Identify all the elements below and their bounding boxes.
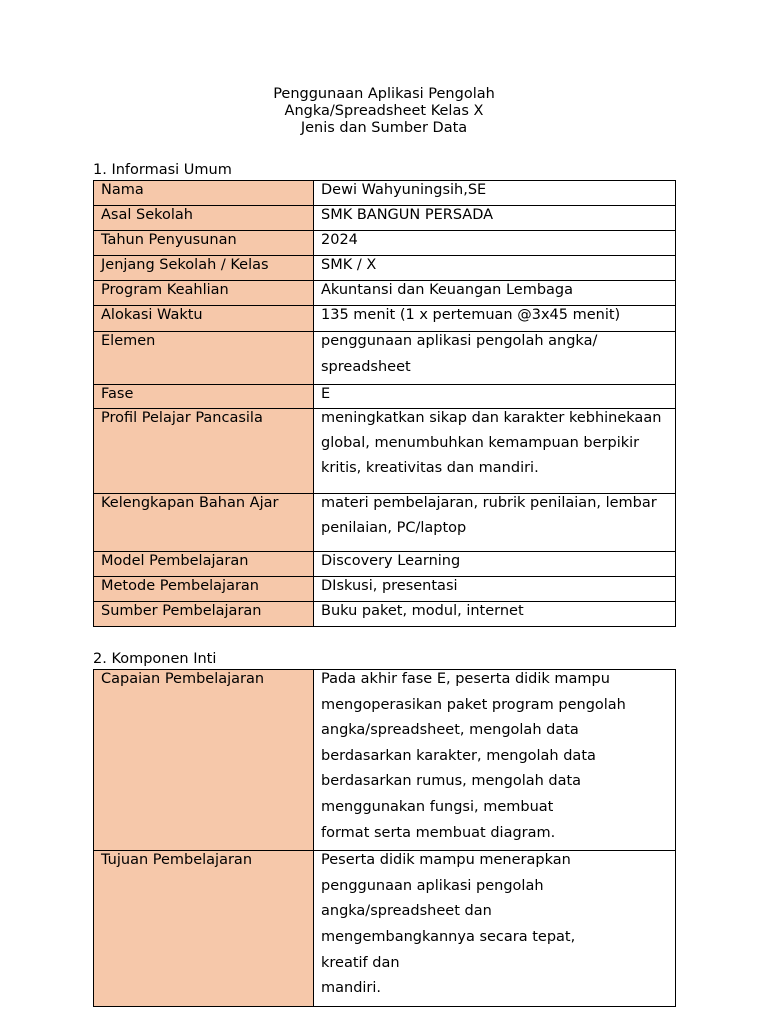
- table-row: [94, 851, 676, 1007]
- value-line: meningkatkan sikap dan karakter kebhinekaan: [321, 410, 662, 427]
- table-row: [94, 494, 676, 552]
- row-label: Model Pembelajaran: [94, 552, 314, 577]
- row-value: DIskusi, presentasi: [314, 577, 676, 602]
- value-line: spreadsheet: [321, 358, 411, 375]
- row-value: 135 menit (1 x pertemuan @3x45 menit): [314, 306, 676, 332]
- title-line-2: Angka/Spreadsheet Kelas X: [284, 103, 484, 119]
- value-line: menggunakan fungsi, membuat: [321, 798, 554, 815]
- section-heading-komponen-inti: 2. Komponen Inti: [93, 651, 217, 667]
- table-row: [94, 181, 676, 206]
- value-line: materi pembelajaran, rubrik penilaian, lembar: [321, 495, 657, 512]
- table-row: [94, 281, 676, 306]
- row-value: Discovery Learning: [314, 552, 676, 577]
- row-label: Jenjang Sekolah / Kelas: [94, 256, 314, 281]
- table-row: [94, 577, 676, 602]
- informasi-umum-table: [93, 180, 676, 627]
- value-line: mengembangkannya secara tepat,: [321, 928, 576, 945]
- table-row: [94, 552, 676, 577]
- section-heading-informasi-umum: 1. Informasi Umum: [93, 162, 232, 178]
- value-line: mengoperasikan paket program pengolah: [321, 696, 626, 713]
- row-label: Fase: [94, 385, 314, 409]
- row-label: Capaian Pembelajaran: [94, 670, 314, 851]
- row-label: Alokasi Waktu: [94, 306, 314, 332]
- row-value: [314, 332, 676, 385]
- table-row: [94, 385, 676, 409]
- table-row: [94, 206, 676, 231]
- row-label: Kelengkapan Bahan Ajar: [94, 494, 314, 552]
- value-line: format serta membuat diagram.: [321, 824, 556, 841]
- value-line: mandiri.: [321, 980, 382, 997]
- value-line: berdasarkan karakter, mengolah data: [321, 747, 596, 764]
- row-value: Buku paket, modul, internet: [314, 602, 676, 627]
- value-line: kreatif dan: [321, 954, 400, 971]
- title-line-3: Jenis dan Sumber Data: [300, 120, 468, 136]
- row-label: Tujuan Pembelajaran: [94, 851, 314, 1007]
- row-label: Profil Pelajar Pancasila: [94, 409, 314, 494]
- value-line: Pada akhir fase E, peserta didik mampu: [321, 671, 610, 687]
- komponen-inti-table: [93, 669, 676, 1007]
- row-value: SMK / X: [314, 256, 676, 281]
- document-title: [0, 86, 768, 137]
- value-line: penggunaan aplikasi pengolah: [321, 877, 544, 894]
- value-line: angka/spreadsheet dan: [321, 903, 492, 920]
- row-value: [314, 851, 676, 1007]
- row-value: E: [314, 385, 676, 409]
- value-line: global, menumbuhkan kemampuan berpikir: [321, 435, 640, 452]
- value-line: kritis, kreativitas dan mandiri.: [321, 460, 539, 477]
- row-label: Asal Sekolah: [94, 206, 314, 231]
- row-label: Metode Pembelajaran: [94, 577, 314, 602]
- row-value: SMK BANGUN PERSADA: [314, 206, 676, 231]
- row-value: 2024: [314, 231, 676, 256]
- table-row: [94, 409, 676, 494]
- row-label: Program Keahlian: [94, 281, 314, 306]
- row-value: [314, 409, 676, 494]
- value-line: Peserta didik mampu menerapkan: [321, 852, 571, 869]
- row-value: Akuntansi dan Keuangan Lembaga: [314, 281, 676, 306]
- table-row: [94, 602, 676, 627]
- row-value: [314, 670, 676, 851]
- row-value: [314, 494, 676, 552]
- value-line: penilaian, PC/laptop: [321, 520, 467, 537]
- row-label: Nama: [94, 181, 314, 206]
- row-label: Elemen: [94, 332, 314, 385]
- value-line: penggunaan aplikasi pengolah angka/: [321, 333, 598, 349]
- title-line-1: Penggunaan Aplikasi Pengolah: [273, 86, 495, 102]
- row-label: Sumber Pembelajaran: [94, 602, 314, 627]
- table-row: [94, 256, 676, 281]
- table-row: [94, 670, 676, 851]
- table-row: [94, 231, 676, 256]
- value-line: berdasarkan rumus, mengolah data: [321, 773, 582, 790]
- value-line: angka/spreadsheet, mengolah data: [321, 722, 579, 739]
- table-row: [94, 332, 676, 385]
- row-label: Tahun Penyusunan: [94, 231, 314, 256]
- table-row: [94, 306, 676, 332]
- row-value: Dewi Wahyuningsih,SE: [314, 181, 676, 206]
